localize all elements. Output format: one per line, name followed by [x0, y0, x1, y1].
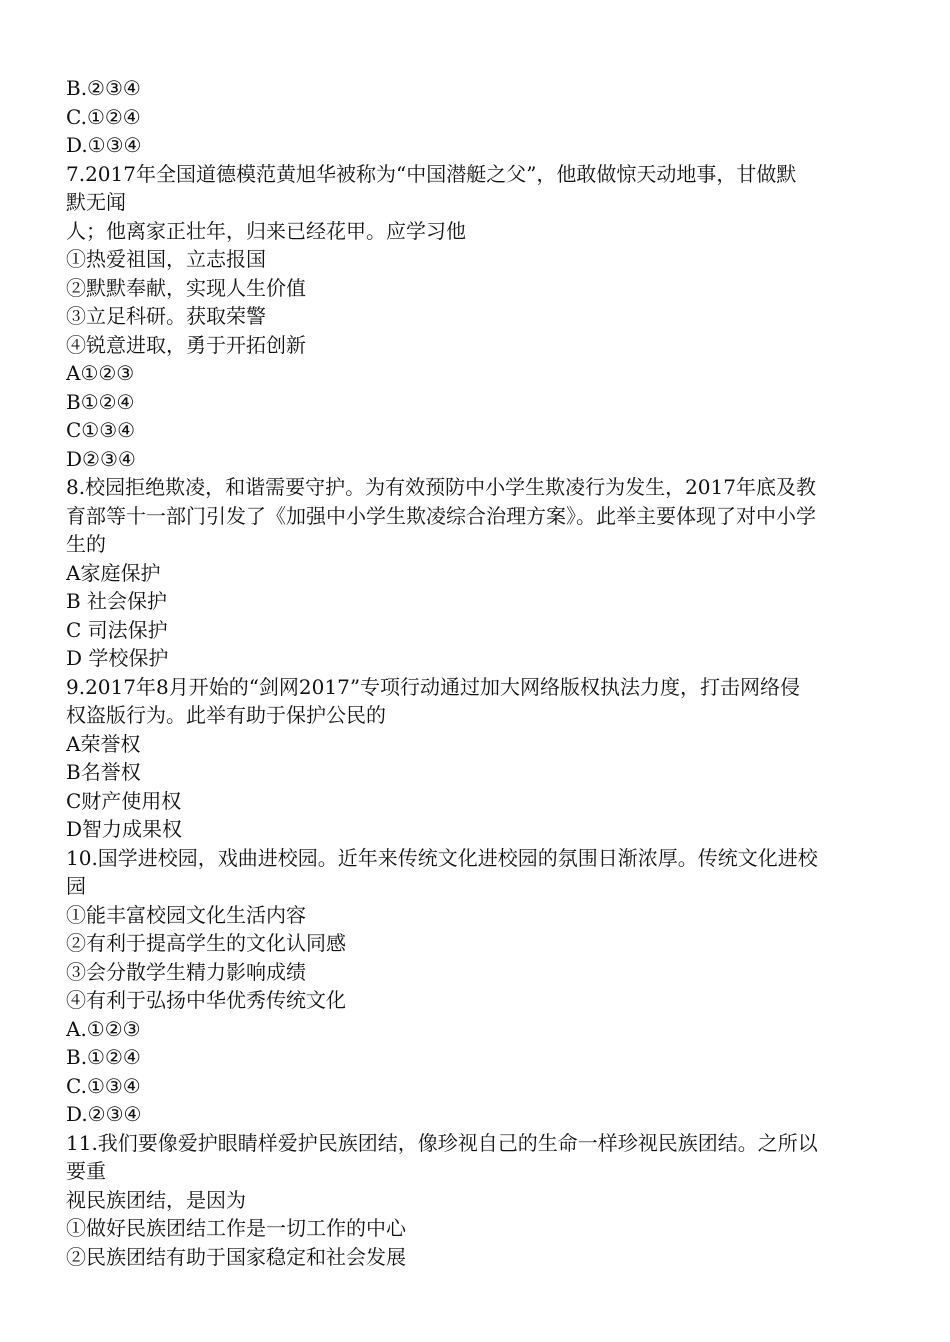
question-10-stem: 园	[66, 874, 86, 898]
statement-line: ②有利于提高学生的文化认同感	[66, 931, 346, 955]
option-line: C财产使用权	[66, 788, 182, 813]
option-line: A荣誉权	[66, 731, 141, 756]
question-8-stem: 生的	[66, 532, 106, 556]
statement-line: ④有利于弘扬中华优秀传统文化	[66, 988, 346, 1012]
question-9-stem: 9.2017年8月开始的“剑网2017”专项行动通过加大网络版权执法力度，打击网络侵	[66, 674, 801, 699]
question-11-stem: 11.我们要像爱护眼睛样爱护民族团结，像珍视自己的生命一样珍视民族团结。之所以	[66, 1130, 818, 1155]
question-11-stem: 要重	[66, 1159, 106, 1183]
statement-line: ①能丰富校园文化生活内容	[66, 902, 306, 927]
option-line: D 学校保护	[66, 646, 169, 670]
question-8-stem: 8.校园拒绝欺凌，和谐需要守护。为有效预防中小学生欺凌行为发生，2017年底及教	[66, 475, 816, 499]
question-7-stem: 人；他离家正壮年，归来已经花甲。应学习他	[66, 218, 466, 243]
statement-line: ①热爱祖国，立志报国	[66, 247, 266, 271]
option-line: D.①③④	[66, 133, 142, 157]
question-9-stem: 权盗版行为。此举有助于保护公民的	[66, 703, 386, 727]
option-line: A家庭保护	[66, 560, 161, 585]
option-line: D智力成果权	[66, 817, 183, 841]
option-line: C①③④	[66, 418, 136, 442]
question-8-stem: 育部等十一部门引发了《加强中小学生欺凌综合治理方案》。此举主要体现了对中小学	[66, 503, 816, 528]
document-body	[66, 74, 896, 1271]
option-line: D.②③④	[66, 1102, 142, 1126]
question-11-stem: 视民族团结，是因为	[66, 1187, 246, 1212]
option-line: B.②③④	[66, 76, 141, 100]
question-7-stem: 7.2017年全国道德模范黄旭华被称为“中国潜艇之父”，他敢做惊天动地事，甘做默	[66, 161, 797, 186]
statement-line: ③立足科研。获取荣警	[66, 304, 266, 328]
option-line: C 司法保护	[66, 617, 168, 642]
option-line: B.①②④	[66, 1045, 141, 1069]
statement-line: ①做好民族团结工作是一切工作的中心	[66, 1216, 406, 1240]
question-7-stem: 默无闻	[66, 190, 126, 214]
statement-line: ②民族团结有助于国家稳定和社会发展	[66, 1244, 406, 1269]
option-line: B名誉权	[66, 760, 141, 784]
option-line: A.①②③	[66, 1016, 141, 1041]
option-line: A①②③	[66, 361, 135, 385]
option-line: D②③④	[66, 446, 136, 471]
statement-line: ②默默奉献，实现人生价值	[66, 275, 306, 300]
statement-line: ③会分散学生精力影响成绩	[66, 959, 306, 984]
option-line: B 社会保护	[66, 589, 168, 613]
option-line: C.①②④	[66, 104, 141, 129]
option-line: C.①③④	[66, 1073, 141, 1098]
statement-line: ④锐意进取，勇于开拓创新	[66, 332, 306, 357]
question-10-stem: 10.国学进校园，戏曲进校园。近年来传统文化进校园的氛围日渐浓厚。传统文化进校	[66, 845, 818, 870]
option-line: B①②④	[66, 389, 135, 414]
